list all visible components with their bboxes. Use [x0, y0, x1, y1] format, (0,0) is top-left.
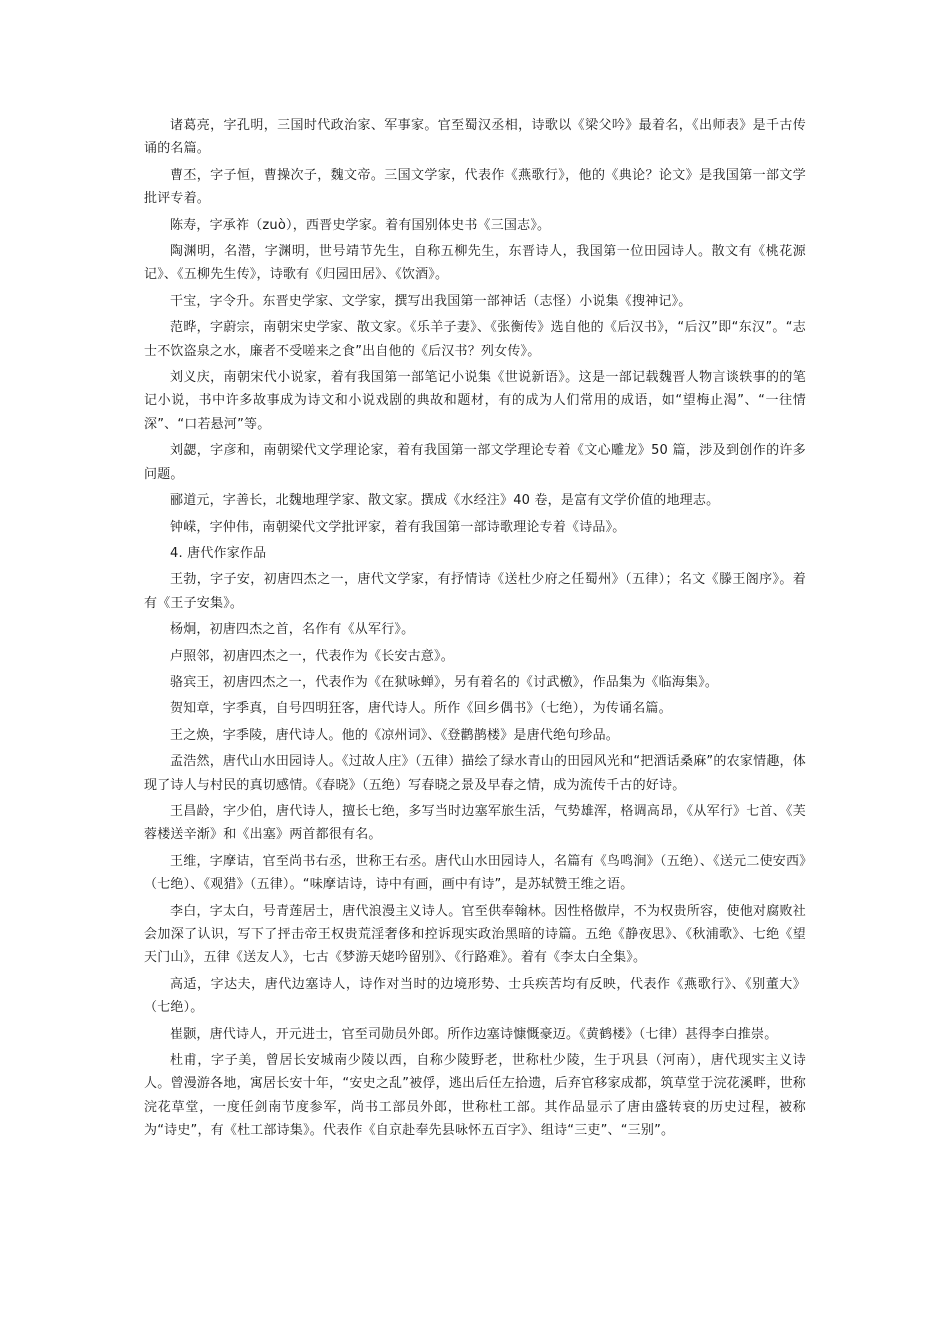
paragraph-zhong-rong: 钟嵘，字仲伟，南朝梁代文学批评家，着有我国第一部诗歌理论专着《诗品》。	[170, 519, 626, 535]
document-page	[144, 114, 806, 1146]
section-heading-tang: 4. 唐代作家作品	[170, 545, 267, 561]
paragraph-wang-zhihuan: 王之焕，字季陵，唐代诗人。他的《凉州词》、《登鹳鹊楼》是唐代绝句珍品。	[170, 727, 620, 743]
paragraph-tao-yuanming: 陶渊明，名潜，字渊明，世号靖节先生，自称五柳先生，东晋诗人，我国第一位田园诗人。散文有《桃花源记》、《五柳先生传》，诗歌有《归园田居》、《饮酒》。	[144, 244, 806, 283]
paragraph-li-daoyuan: 郦道元，字善长，北魏地理学家、散文家。撰成《水经注》40 卷，是富有文学价值的地理志。	[170, 493, 720, 509]
paragraph-meng-haoran: 孟浩然，唐代山水田园诗人。《过故人庄》（五律）描绘了绿水青山的田园风光和“把酒话桑麻”的农家情趣，体现了诗人与村民的真切感情。《春晓》（五绝）写春晓之景及早春之情，成为流传千古的好诗。	[144, 754, 806, 793]
paragraph-liu-yiqing: 刘义庆，南朝宋代小说家，着有我国第一部笔记小说集《世说新语》。这是一部记载魏晋人物言谈轶事的的笔记小说，书中许多故事成为诗文和小说戏剧的典故和题材，有的成为人们常用的成语，如“望梅止渴”、“一往情深”、“口若悬河”等。	[144, 370, 806, 432]
paragraph-luo-binwang: 骆宾王，初唐四杰之一，代表作为《在狱咏蝉》，另有着名的《讨武檄》，作品集为《临海集》。	[170, 674, 719, 690]
paragraph-he-zhizhang: 贺知章，字季真，自号四明狂客，唐代诗人。所作《回乡偶书》（七绝），为传诵名篇。	[170, 701, 672, 717]
paragraph-du-fu: 杜甫，字子美，曾居长安城南少陵以西，自称少陵野老，世称杜少陵，生于巩县（河南），唐代现实主义诗人。曾漫游各地，寓居长安十年，“安史之乱”被俘，逃出后任左拾遗，后弃官移家成都，筑草堂于浣花溪畔，世称浣花草堂，一度任剑南节度参军，尚书工部员外郎，世称杜工部。其作品显示了唐由盛转衰的历史过程，被称为“诗史”，有《杜工部诗集》。代表作《自京赴奉先县咏怀五百字》、组诗“三吏”、“三别”。	[144, 1053, 806, 1139]
paragraph-chen-shou: 陈寿，字承祚（zuò），西晋史学家。着有国别体史书《三国志》。	[170, 217, 551, 233]
paragraph-yang-jiong: 杨炯，初唐四杰之首，名作有《从军行》。	[170, 622, 415, 638]
paragraph-cao-pi: 曹丕，字子恒，曹操次子，魏文帝。三国文学家，代表作《燕歌行》，他的《典论？论文》是我国第一部文学批评专着。	[144, 167, 806, 207]
paragraph-gao-shi: 高适，字达夫，唐代边塞诗人，诗作对当时的边境形势、士兵疾苦均有反映，代表作《燕歌行》、《别董大》（七绝）。	[144, 976, 806, 1016]
paragraph-fan-ye: 范晔，字蔚宗，南朝宋史学家、散文家。《乐羊子妻》、《张衡传》选自他的《后汉书》，“后汉”即“东汉”。“志士不饮盗泉之水，廉者不受嗟来之食”出自他的《后汉书？列女传》。	[144, 320, 806, 359]
paragraph-cui-hao: 崔颢，唐代诗人，开元进士，官至司勋员外郎。所作边塞诗慷慨豪迈。《黄鹤楼》（七律）甚得李白推崇。	[170, 1026, 778, 1042]
paragraph-gan-bao: 干宝，字令升。东晋史学家、文学家，撰写出我国第一部神话（志怪）小说集《搜神记》。	[170, 293, 692, 309]
paragraph-wang-changling: 王昌龄，字少伯，唐代诗人，擅长七绝，多写当时边塞军旅生活，气势雄浑，格调高昂，《从军行》七首、《芙蓉楼送辛渐》和《出塞》两首都很有名。	[144, 803, 806, 843]
paragraph-zhuge-liang: 诸葛亮，字孔明，三国时代政治家、军事家。官至蜀汉丞相，诗歌以《梁父吟》最着名，《出师表》是千古传诵的名篇。	[144, 118, 806, 157]
paragraph-li-bai: 李白，字太白，号青莲居士，唐代浪漫主义诗人。官至供奉翰林。因性格傲岸，不为权贵所容，使他对腐败社会加深了认识，写下了抨击帝王权贵荒淫奢侈和控诉现实政治黑暗的诗篇。五绝《静夜思》、《秋浦歌》、七绝《望天门山》，五律《送友人》，七古《梦游天姥吟留别》、《行路难》。着有《李太白全集》。	[144, 903, 806, 966]
paragraph-liu-xie: 刘勰，字彦和，南朝梁代文学理论家，着有我国第一部文学理论专着《文心雕龙》50 篇，涉及到创作的许多问题。	[144, 443, 806, 482]
paragraph-wang-wei: 王维，字摩诘，官至尚书右丞，世称王右丞。唐代山水田园诗人，名篇有《鸟鸣涧》（五绝）、《送元二使安西》（七绝）、《观猎》（五律）。“味摩诘诗，诗中有画，画中有诗”，是苏轼赞王维之语。	[144, 853, 806, 893]
paragraph-lu-zhaolin: 卢照邻，初唐四杰之一，代表作为《长安古意》。	[170, 648, 454, 664]
paragraph-wang-bo: 王勃，字子安，初唐四杰之一，唐代文学家，有抒情诗《送杜少府之任蜀州》（五律）；名文《滕王阁序》。着有《王子安集》。	[144, 572, 806, 611]
